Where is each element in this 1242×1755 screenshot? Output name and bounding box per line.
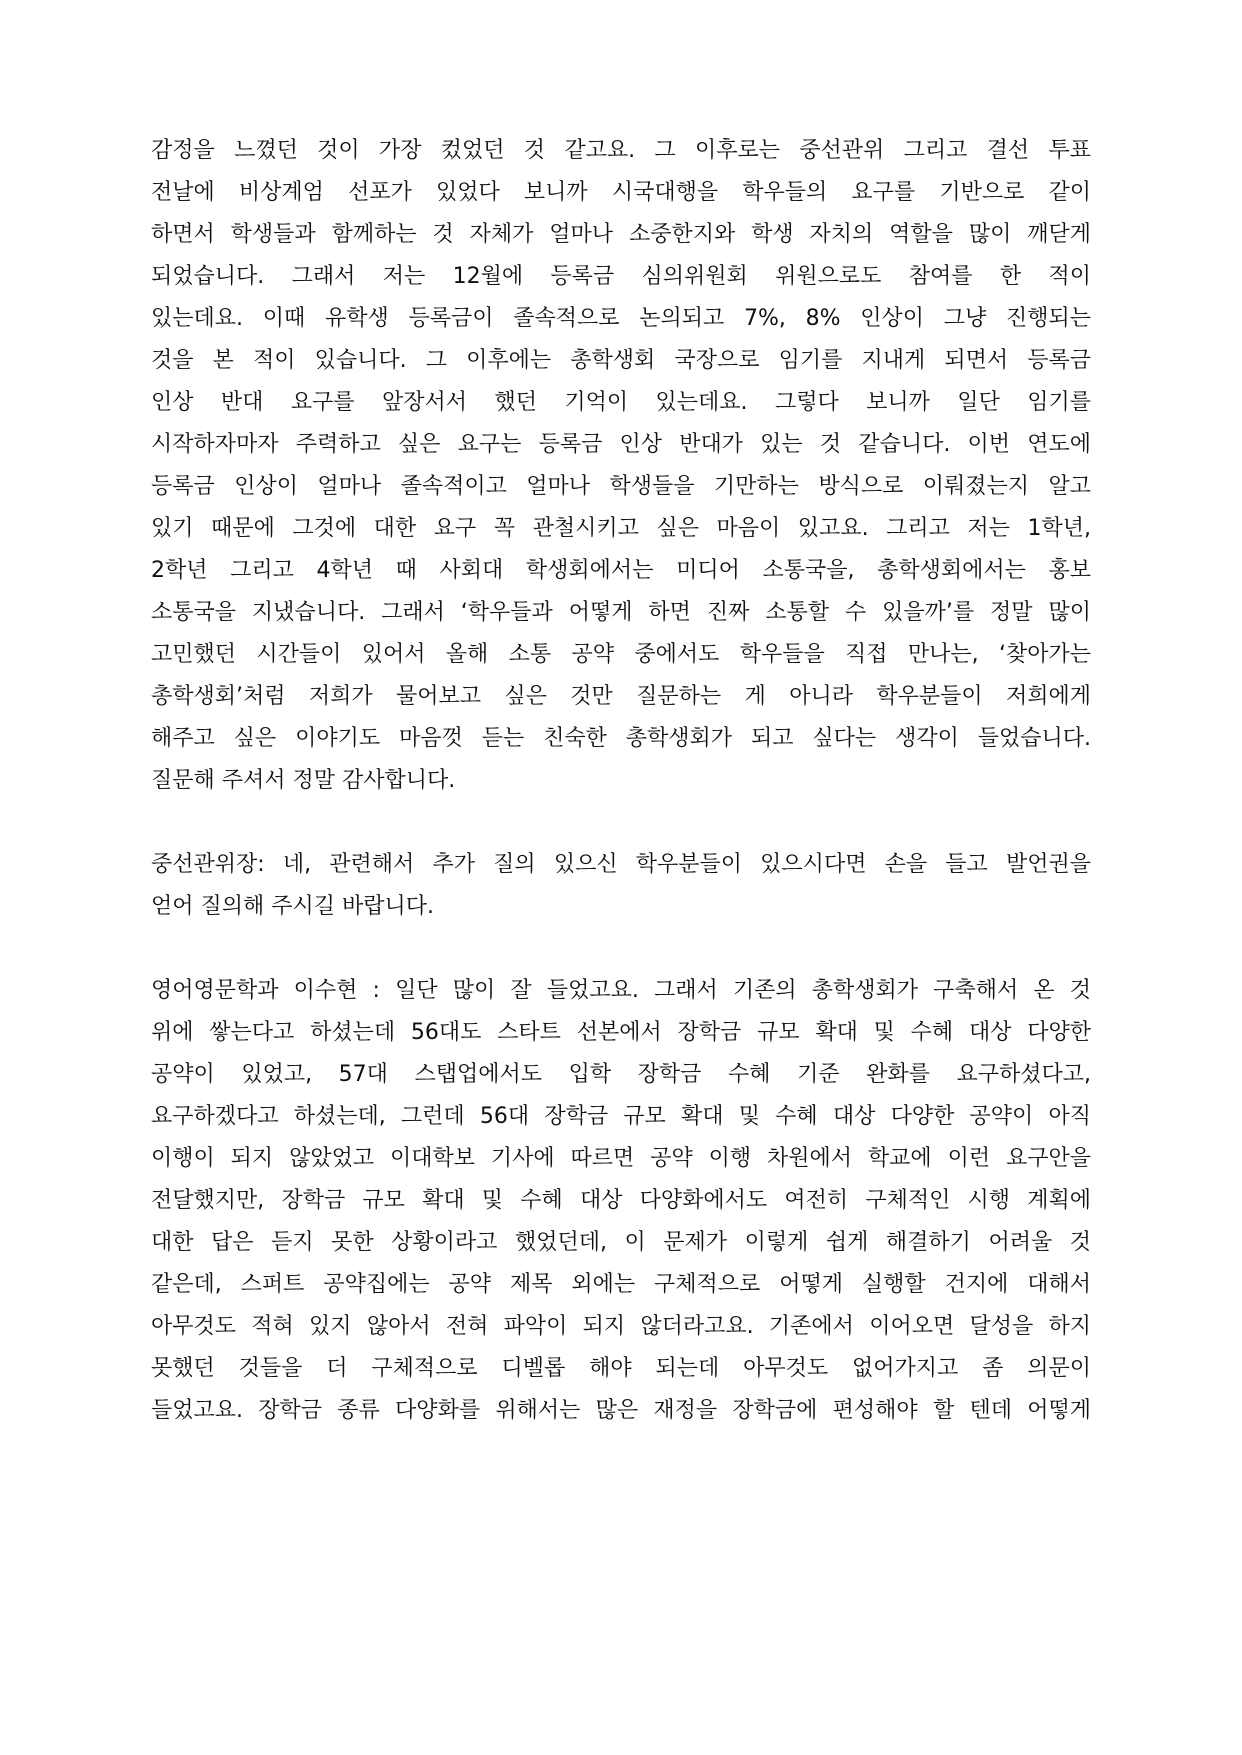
paragraph-answer: [151, 130, 1091, 802]
text-line: 2학년 그리고 4학년 때 사회대 학생회에서는 미디어 소통국을, 총학생회에서는 홍보: [151, 558, 1091, 583]
text-line: 시작하자마자 주력하고 싶은 요구는 등록금 인상 반대가 있는 것 같습니다. 이번 연도에: [151, 432, 1091, 457]
text-line: 이행이 되지 않았었고 이대학보 기사에 따르면 공약 이행 차원에서 학교에 이런 요구안을: [151, 1146, 1091, 1171]
text-line: 중선관위장: 네, 관련해서 추가 질의 있으신 학우분들이 있으시다면 손을 들고 발언권을: [151, 852, 1091, 877]
text-line: 공약이 있었고, 57대 스탭업에서도 입학 장학금 수혜 기준 완화를 요구하셨다고,: [151, 1062, 1091, 1087]
paragraph-gap: [151, 928, 1091, 970]
text-line: 전날에 비상계엄 선포가 있었다 보니까 시국대행을 학우들의 요구를 기반으로 같이: [151, 180, 1091, 205]
text-line: 있는데요. 이때 유학생 등록금이 졸속적으로 논의되고 7%, 8% 인상이 그냥 진행되는: [151, 306, 1091, 331]
text-line: 것을 본 적이 있습니다. 그 이후에는 총학생회 국장으로 임기를 지내게 되면서 등록금: [151, 348, 1091, 373]
text-line: 하면서 학생들과 함께하는 것 자체가 얼마나 소중한지와 학생 자치의 역할을 많이 깨닫게: [151, 222, 1091, 247]
text-line: 대한 답은 듣지 못한 상황이라고 했었던데, 이 문제가 이렇게 쉽게 해결하기 어려울 것: [151, 1230, 1091, 1255]
text-line: 되었습니다. 그래서 저는 12월에 등록금 심의위원회 위원으로도 참여를 한 적이: [151, 264, 1091, 289]
paragraph-question: [151, 970, 1091, 1432]
text-line: 얻어 질의해 주시길 바랍니다.: [151, 894, 434, 919]
text-line: 들었고요. 장학금 종류 다양화를 위해서는 많은 재정을 장학금에 편성해야 할 텐데 어떻게: [151, 1398, 1091, 1423]
text-line: 해주고 싶은 이야기도 마음껏 듣는 친숙한 총학생회가 되고 싶다는 생각이 들었습니다.: [151, 726, 1091, 751]
text-line: 위에 쌓는다고 하셨는데 56대도 스타트 선본에서 장학금 규모 확대 및 수혜 대상 다양한: [151, 1020, 1091, 1045]
text-line: 영어영문학과 이수현 : 일단 많이 잘 들었고요. 그래서 기존의 총학생회가 구축해서 온 것: [151, 978, 1091, 1003]
text-line: 못했던 것들을 더 구체적으로 디벨롭 해야 되는데 아무것도 없어가지고 좀 의문이: [151, 1356, 1091, 1381]
document-body: [151, 130, 1091, 1432]
text-line: 고민했던 시간들이 있어서 올해 소통 공약 중에서도 학우들을 직접 만나는, ‘찾아가는: [151, 642, 1091, 667]
paragraph-chair-statement: [151, 844, 1091, 928]
text-line: 있기 때문에 그것에 대한 요구 꼭 관철시키고 싶은 마음이 있고요. 그리고 저는 1학년,: [151, 516, 1091, 541]
text-line: 인상 반대 요구를 앞장서서 했던 기억이 있는데요. 그렇다 보니까 일단 임기를: [151, 390, 1091, 415]
text-line: 같은데, 스퍼트 공약집에는 공약 제목 외에는 구체적으로 어떻게 실행할 건지에 대해서: [151, 1272, 1091, 1297]
text-line: 전달했지만, 장학금 규모 확대 및 수혜 대상 다양화에서도 여전히 구체적인 시행 계획에: [151, 1188, 1091, 1213]
text-line: 감정을 느꼈던 것이 가장 컸었던 것 같고요. 그 이후로는 중선관위 그리고 결선 투표: [151, 138, 1091, 163]
text-line: 소통국을 지냈습니다. 그래서 ‘학우들과 어떻게 하면 진짜 소통할 수 있을까’를 정말 많이: [151, 600, 1091, 625]
text-line: 아무것도 적혀 있지 않아서 전혀 파악이 되지 않더라고요. 기존에서 이어오면 달성을 하지: [151, 1314, 1091, 1339]
paragraph-gap: [151, 802, 1091, 844]
text-line: 등록금 인상이 얼마나 졸속적이고 얼마나 학생들을 기만하는 방식으로 이뤄졌는지 알고: [151, 474, 1091, 499]
text-line: 질문해 주셔서 정말 감사합니다.: [151, 768, 456, 793]
text-line: 총학생회’처럼 저희가 물어보고 싶은 것만 질문하는 게 아니라 학우분들이 저희에게: [151, 684, 1091, 709]
text-line: 요구하겠다고 하셨는데, 그런데 56대 장학금 규모 확대 및 수혜 대상 다양한 공약이 아직: [151, 1104, 1091, 1129]
